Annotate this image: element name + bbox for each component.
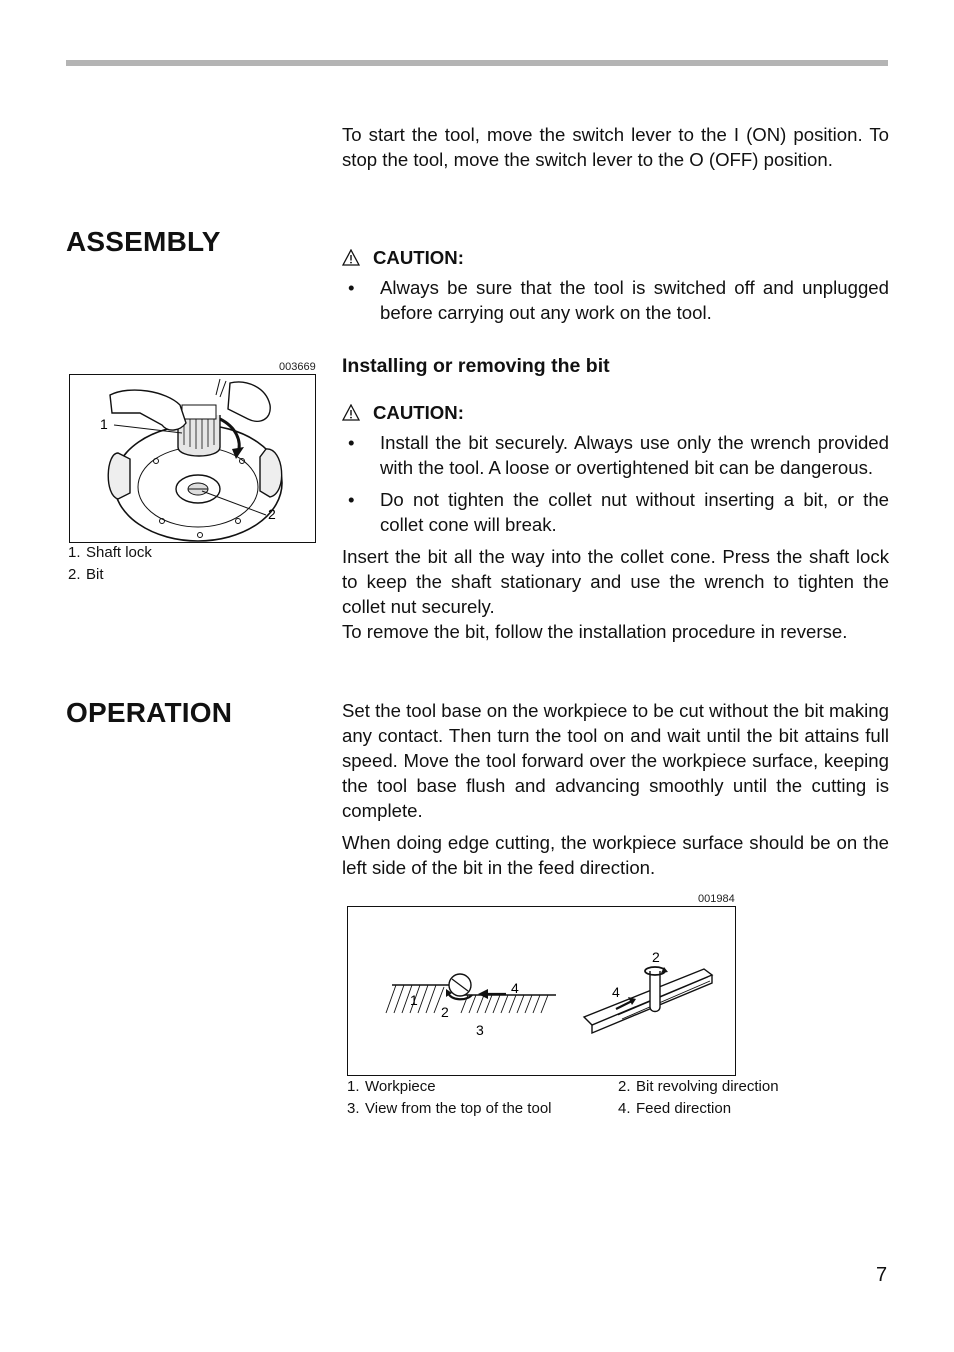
router-base-illustration [70, 375, 315, 542]
operation-paragraph-2: When doing edge cutting, the workpiece surface should be on the left side of the bit in the feed direction. [342, 832, 889, 878]
remove-bit-paragraph: To remove the bit, follow the installation procedure in reverse. [342, 621, 848, 642]
insert-bit-paragraph: Insert the bit all the way into the collet cone. Press the shaft lock to keep the shaft stationary and use the wrench to tighten the collet nut securely. [342, 546, 889, 617]
callout-4: 4 [511, 980, 519, 996]
legend-item: 4. Feed direction [618, 1100, 732, 1117]
callout-2: 2 [441, 1004, 449, 1020]
figure-legend [68, 542, 152, 586]
intro-section [342, 122, 889, 172]
legend-item: 2. Bit revolving direction [618, 1078, 779, 1095]
installing-section [342, 400, 889, 644]
shaft-lock-figure [69, 374, 316, 543]
list-item: • Always be sure that the tool is switched off and unplugged before carrying out any work on the tool. [348, 277, 889, 323]
caution-label: CAUTION: [342, 245, 889, 270]
caution-label: CAUTION: [342, 400, 889, 425]
figure-code: 003669 [279, 361, 316, 373]
assembly-caution-block [342, 245, 889, 332]
list-item: • Do not tighten the collet nut without inserting a bit, or the collet cone will break. [348, 489, 889, 535]
callout-2: 2 [268, 506, 276, 522]
operation-section [342, 698, 889, 880]
switch-instructions: To start the tool, move the switch lever to the I (ON) position. To stop the tool, move the switch lever to the O (OFF) position. [342, 124, 889, 170]
legend-item: 2. Bit [68, 566, 104, 583]
feed-direction-figure [347, 906, 736, 1076]
callout-2: 2 [652, 949, 660, 965]
assembly-heading: ASSEMBLY [66, 226, 221, 257]
installing-subheading: Installing or removing the bit [342, 355, 610, 377]
caution-list [342, 275, 889, 325]
legend-item: 1. Shaft lock [68, 544, 152, 561]
operation-heading: OPERATION [66, 697, 233, 728]
legend-item: 1. Workpiece [347, 1078, 436, 1095]
callout-4: 4 [612, 984, 620, 1000]
list-item: • Install the bit securely. Always use only the wrench provided with the tool. A loose or overtightened bit can be dangerous. [348, 432, 889, 478]
header-rule [66, 60, 888, 66]
callout-1: 1 [410, 992, 418, 1008]
figure-legend [347, 1076, 552, 1120]
edge-cutting-illustration [348, 907, 735, 1075]
caution-list [342, 430, 889, 537]
warning-triangle-icon [342, 404, 360, 421]
callout-3: 3 [476, 1022, 484, 1038]
operation-paragraph-1: Set the tool base on the workpiece to be cut without the bit making any contact. Then turn the tool on and wait until the bit attains full speed. Move the tool forward over the workpiece surface, keeping the tool base flush and advancing smoothly until the cutting is complete. [342, 700, 889, 821]
figure-legend [618, 1076, 779, 1120]
figure-code: 001984 [698, 893, 735, 905]
warning-triangle-icon [342, 249, 360, 266]
legend-item: 3. View from the top of the tool [347, 1100, 552, 1117]
callout-1: 1 [100, 416, 108, 432]
page-number: 7 [876, 1264, 888, 1286]
